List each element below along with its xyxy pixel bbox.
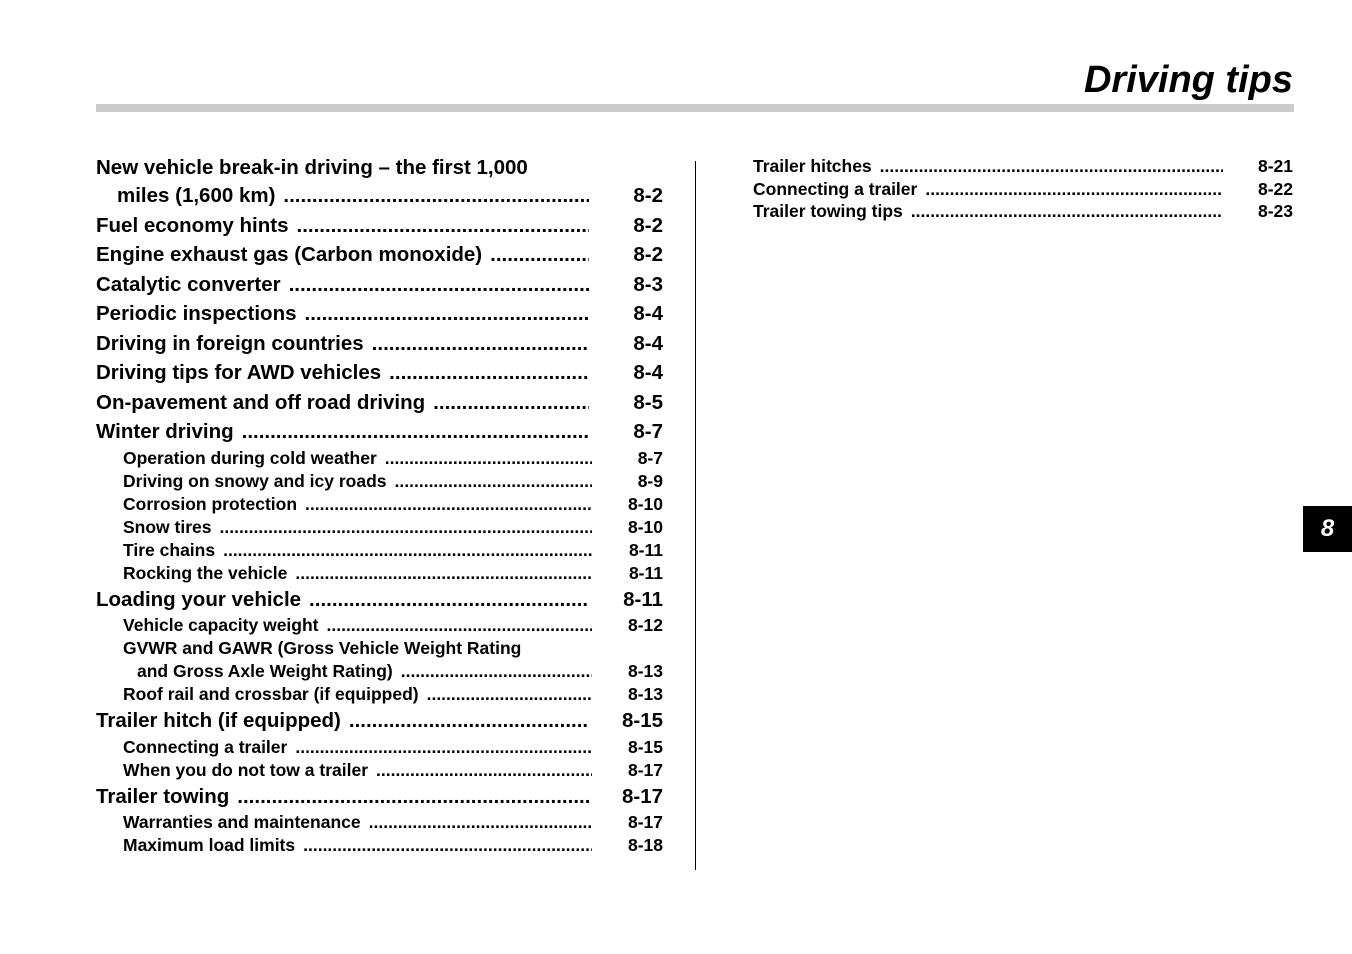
toc-page-number: 8-22 bbox=[1257, 178, 1293, 199]
toc-entry-label: and Gross Axle Weight Rating) bbox=[137, 661, 393, 681]
toc-entry-label: miles (1,600 km) bbox=[117, 184, 276, 207]
toc-subentry[interactable] bbox=[96, 660, 663, 683]
toc-entry-label: Engine exhaust gas (Carbon monoxide) bbox=[96, 243, 483, 266]
toc-subentry[interactable] bbox=[96, 736, 663, 759]
dot-leader bbox=[242, 417, 589, 447]
dot-leader bbox=[433, 388, 589, 418]
dot-leader bbox=[283, 181, 589, 211]
toc-subentry[interactable] bbox=[96, 539, 663, 562]
toc-subentry[interactable] bbox=[96, 493, 663, 516]
toc-page-number: 8-12 bbox=[627, 615, 663, 635]
toc-subentry[interactable] bbox=[96, 683, 663, 706]
dot-leader bbox=[309, 585, 589, 615]
dot-leader bbox=[289, 270, 589, 300]
toc-page-number: 8-13 bbox=[627, 661, 663, 681]
toc-page-number: 8-4 bbox=[633, 331, 663, 355]
dot-leader bbox=[376, 759, 592, 782]
toc-entry-label: Driving on snowy and icy roads bbox=[123, 470, 387, 491]
dot-leader bbox=[427, 683, 592, 706]
dot-leader bbox=[327, 614, 593, 637]
toc-entry[interactable] bbox=[96, 270, 663, 300]
toc-page-number: 8-3 bbox=[633, 272, 663, 296]
dot-leader bbox=[305, 299, 590, 329]
toc-subentry[interactable] bbox=[96, 811, 663, 834]
toc-entry[interactable] bbox=[96, 706, 663, 736]
toc-entry[interactable] bbox=[96, 358, 663, 388]
chapter-tab[interactable]: 8 bbox=[1303, 506, 1352, 552]
toc-entry[interactable] bbox=[96, 181, 663, 211]
toc-entry[interactable] bbox=[753, 178, 1293, 201]
dot-leader bbox=[220, 516, 593, 539]
toc-entry-label: Warranties and maintenance bbox=[123, 812, 361, 832]
toc-page-number: 8-2 bbox=[633, 184, 663, 207]
toc-page-number: 8-11 bbox=[628, 562, 663, 583]
title-underline bbox=[96, 104, 1294, 112]
dot-leader bbox=[880, 155, 1223, 178]
toc-entry[interactable] bbox=[753, 155, 1293, 178]
toc-entry-label: Trailer towing bbox=[96, 784, 230, 808]
dot-leader bbox=[401, 660, 592, 683]
toc-entry-label: Trailer hitch (if equipped) bbox=[96, 709, 341, 732]
toc-entry-label: Vehicle capacity weight bbox=[123, 615, 319, 635]
toc-page-number: 8-10 bbox=[627, 493, 663, 514]
toc-right-column bbox=[753, 155, 1293, 223]
toc-page-number: 8-17 bbox=[627, 759, 663, 780]
toc-page-number: 8-4 bbox=[633, 302, 663, 325]
toc-entry-label: Periodic inspections bbox=[96, 302, 297, 325]
dot-leader bbox=[297, 211, 590, 241]
toc-entry[interactable] bbox=[96, 585, 663, 615]
dot-leader bbox=[237, 782, 589, 812]
toc-page-number: 8-23 bbox=[1257, 201, 1293, 221]
toc-entry-label: Driving in foreign countries bbox=[96, 331, 364, 355]
toc-entry-label: Operation during cold weather bbox=[123, 447, 377, 468]
toc-left-column bbox=[96, 155, 663, 857]
dot-leader bbox=[303, 834, 592, 857]
toc-entry-label: Snow tires bbox=[123, 516, 212, 537]
dot-leader bbox=[295, 562, 592, 585]
toc-page-number: 8-11 bbox=[628, 539, 663, 560]
toc-page-number: 8-5 bbox=[633, 390, 663, 414]
toc-page-number: 8-17 bbox=[621, 784, 663, 808]
toc-page-number: 8-2 bbox=[633, 213, 663, 237]
toc-page-number: 8-2 bbox=[633, 243, 663, 266]
toc-entry-label: Fuel economy hints bbox=[96, 213, 289, 237]
dot-leader bbox=[490, 240, 589, 270]
dot-leader bbox=[223, 539, 592, 562]
toc-entry-label: Trailer towing tips bbox=[753, 201, 903, 221]
toc-entry-label: Driving tips for AWD vehicles bbox=[96, 361, 382, 384]
dot-leader bbox=[925, 178, 1223, 201]
dot-leader bbox=[385, 447, 592, 470]
dot-leader bbox=[372, 329, 589, 359]
toc-entry-label: New vehicle break-in driving – the first 1,000 bbox=[96, 156, 528, 179]
toc-entry-label: When you do not tow a trailer bbox=[123, 759, 368, 780]
toc-page-number: 8-11 bbox=[623, 587, 663, 611]
toc-entry-label: Corrosion protection bbox=[123, 493, 298, 514]
toc-page-number: 8-17 bbox=[627, 812, 663, 832]
toc-entry-label: Roof rail and crossbar (if equipped) bbox=[123, 684, 419, 704]
toc-entry-label: Rocking the vehicle bbox=[123, 562, 288, 583]
toc-page-number: 8-4 bbox=[633, 361, 663, 384]
dot-leader bbox=[911, 200, 1223, 223]
toc-entry-label: Connecting a trailer bbox=[753, 178, 918, 199]
toc-subentry[interactable] bbox=[96, 470, 663, 493]
toc-entry-label: Catalytic converter bbox=[96, 272, 281, 296]
page-title: Driving tips bbox=[1083, 59, 1293, 101]
column-divider bbox=[695, 161, 696, 870]
dot-leader bbox=[295, 736, 592, 759]
toc-entry-label: Tire chains bbox=[123, 539, 216, 560]
dot-leader bbox=[349, 706, 589, 736]
toc-subentry[interactable] bbox=[96, 562, 663, 585]
toc-entry-label: Loading your vehicle bbox=[96, 587, 302, 611]
toc-subentry[interactable] bbox=[96, 614, 663, 637]
toc-page-number: 8-7 bbox=[637, 447, 663, 468]
toc-entry[interactable] bbox=[96, 417, 663, 447]
toc-subentry[interactable] bbox=[96, 516, 663, 539]
toc-subentry[interactable] bbox=[96, 834, 663, 857]
toc-page-number: 8-21 bbox=[1257, 156, 1293, 176]
dot-leader bbox=[305, 493, 592, 516]
toc-subentry[interactable] bbox=[96, 447, 663, 470]
toc-entry[interactable] bbox=[96, 240, 663, 270]
dot-leader bbox=[395, 470, 592, 493]
toc-entry-label: GVWR and GAWR (Gross Vehicle Weight Rating bbox=[123, 638, 522, 658]
toc-entry[interactable] bbox=[96, 329, 663, 359]
toc-entry-label: Winter driving bbox=[96, 420, 234, 443]
toc-subentry[interactable] bbox=[96, 759, 663, 782]
toc-entry[interactable] bbox=[96, 782, 663, 812]
toc-page-number: 8-15 bbox=[621, 709, 663, 732]
toc-entry-label: Maximum load limits bbox=[123, 835, 296, 855]
toc-entry-label: Connecting a trailer bbox=[123, 736, 288, 757]
toc-entry[interactable] bbox=[96, 388, 663, 418]
toc-page-number: 8-13 bbox=[627, 684, 663, 704]
toc-entry-label: Trailer hitches bbox=[753, 156, 872, 176]
toc-page-number: 8-18 bbox=[627, 835, 663, 855]
toc-page-number: 8-7 bbox=[633, 420, 663, 443]
toc-entry[interactable] bbox=[753, 200, 1293, 223]
toc-entry[interactable] bbox=[96, 211, 663, 241]
dot-leader bbox=[389, 358, 589, 388]
toc-page-number: 8-10 bbox=[627, 516, 663, 537]
toc-page-number: 8-15 bbox=[627, 736, 663, 757]
toc-page-number: 8-9 bbox=[637, 470, 663, 491]
dot-leader bbox=[369, 811, 592, 834]
toc-entry[interactable] bbox=[96, 299, 663, 329]
toc-entry-label: On-pavement and off road driving bbox=[96, 390, 426, 414]
